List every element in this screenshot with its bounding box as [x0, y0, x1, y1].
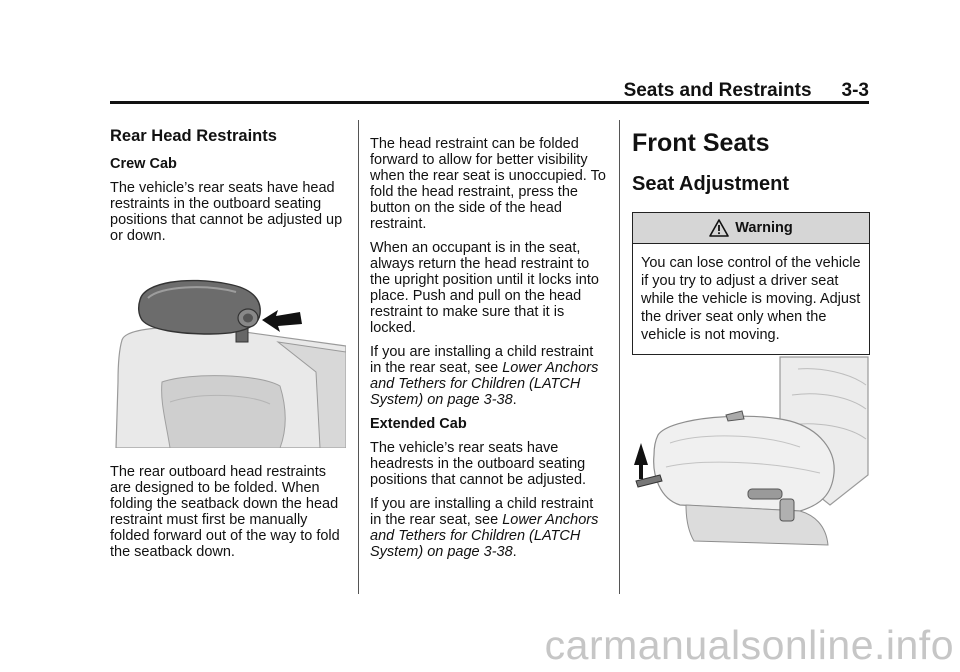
subheading-crew-cab: Crew Cab: [110, 156, 177, 172]
text: .: [512, 392, 517, 408]
warning-text: You can lose control of the vehicle if you try to adjust a driver seat while the vehicle is moving. Adjust the driver seat only when the vehicle is not moving.: [641, 255, 861, 343]
watermark: [0, 618, 960, 672]
column-1: [110, 128, 348, 252]
subheading-extended-cab: Extended Cab: [370, 416, 467, 432]
column-2: [370, 136, 608, 568]
warning-title: Warning: [735, 220, 793, 236]
rear-head-restraint-illustration: [110, 262, 346, 448]
front-seat-adjustment-illustration: [630, 355, 870, 555]
column-1-lower: [110, 464, 348, 568]
section-title: Seats and Restraints: [623, 80, 812, 101]
section-heading-rear-head-restraints: Rear Head Restraints: [110, 127, 277, 145]
column-divider: [358, 120, 359, 594]
paragraph-child-restraint: [370, 344, 608, 408]
paragraph-child-restraint: [370, 496, 608, 560]
text: If you are installing a child restraint in the rear seat, see: [370, 344, 594, 376]
page-number: 3-3: [841, 80, 869, 101]
paragraph: The vehicle’s rear seats have headrests in the outboard seating positions that cannot be adjusted.: [370, 440, 587, 488]
paragraph: The head restraint can be folded forward to allow for better visibility when the rear seat is unoccupied. To fold the head restraint, press the button on the side of the head restraint.: [370, 136, 606, 232]
section-title-front-seats: Front Seats: [632, 129, 770, 157]
paragraph: The rear outboard head restraints are designed to be folded. When folding the seatback down the head restraint must first be manually folded forward out of the way to fold the seatback down.: [110, 464, 340, 560]
column-3: [632, 128, 870, 355]
latch-reference-link[interactable]: Lower Anchors and Tethers for Children (LATCH System) on page 3-38: [370, 512, 599, 560]
paragraph: The vehicle’s rear seats have head restraints in the outboard seating positions that cannot be adjusted up or down.: [110, 180, 343, 244]
text: .: [512, 544, 517, 560]
warning-box: [632, 212, 870, 355]
column-divider: [619, 120, 620, 594]
warning-header: [633, 213, 869, 244]
latch-reference-link[interactable]: Lower Anchors and Tethers for Children (LATCH System) on page 3-38: [370, 360, 599, 408]
header-rule: [110, 101, 869, 104]
warning-triangle-icon: [709, 219, 729, 237]
watermark-text: carmanualsonline.info: [544, 621, 954, 668]
heading-seat-adjustment: Seat Adjustment: [632, 173, 790, 195]
text: If you are installing a child restraint in the rear seat, see: [370, 496, 594, 528]
paragraph: When an occupant is in the seat, always return the head restraint to the upright position until it locks into place. Push and pull on the head restraint to make sure that it is locked.: [370, 240, 599, 336]
